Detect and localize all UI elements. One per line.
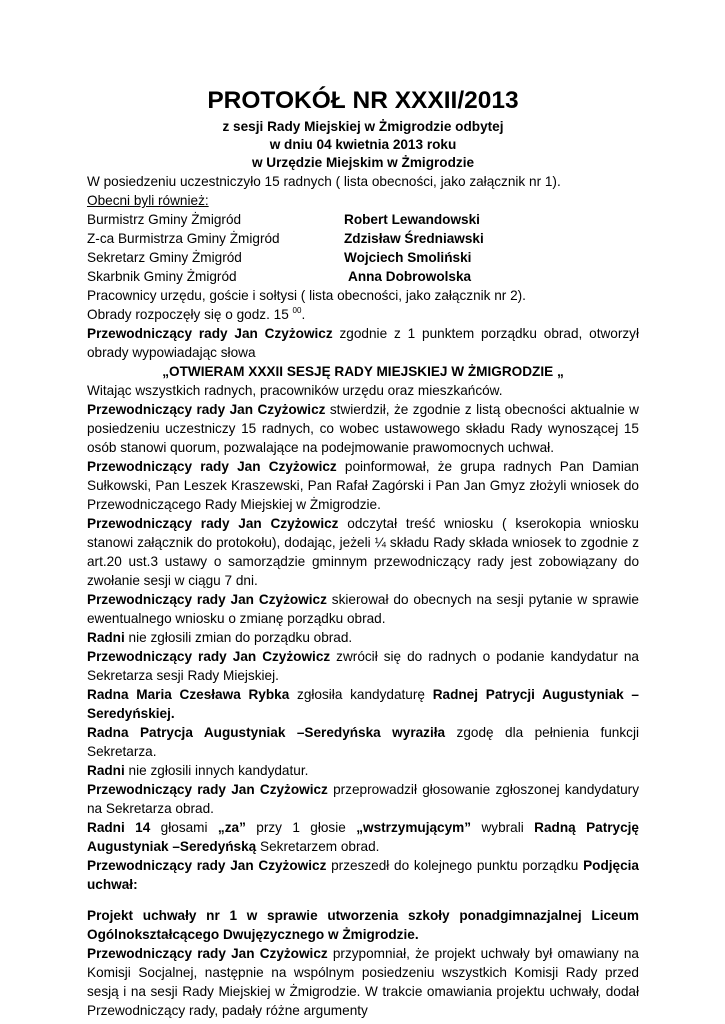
agenda-point: Podjęcia uchwał: — [87, 858, 639, 892]
guests-text: Pracownicy urzędu, goście i sołtysi ( lista obecności, jako załącznik nr 2). — [87, 288, 526, 303]
start-time-text — [87, 305, 639, 324]
paragraph-text: głosami — [150, 820, 218, 835]
paragraph-text: przy 1 głosie — [245, 820, 357, 835]
start-time-label: Obrady rozpoczęły się o godz. 15 — [87, 307, 289, 322]
paragraph-text: Sekretarzem obrad. — [256, 839, 380, 854]
official-name: Zdzisław Średniawski — [344, 231, 484, 246]
paragraph-no-other — [87, 761, 639, 780]
official-name: Anna Dobrowolska — [348, 269, 472, 284]
chair-name: Przewodniczący rady Jan Czyżowicz — [87, 326, 333, 341]
paragraph-next-point — [87, 856, 639, 894]
official-row — [87, 248, 639, 267]
document-title: PROTOKÓŁ NR XXXII/2013 — [207, 87, 519, 114]
official-role: Z-ca Burmistrza Gminy Żmigród — [87, 231, 280, 246]
paragraph-text: nie zgłosili zmian do porządku obrad. — [124, 630, 353, 645]
welcome-text: Witając wszystkich radnych, pracowników urzędu oraz mieszkańców. — [87, 383, 503, 398]
councillor-name: Radna Maria Czesława Rybka — [87, 687, 290, 702]
start-time-end: . — [301, 307, 306, 322]
paragraph-text: zwrócił się do radnych o podanie kandydatur na Sekretarza sesji Rady Miejskiej. — [87, 649, 639, 683]
paragraph-text: stwierdził, że zgodnie z listą obecności aktualnie w posiedzeniu uczestniczy 15 radnych, co wobec ustawowego składu Rady wynoszącej 15 osób stanowi quorum, pozwalające na podejmowanie prawomocnych uchwał. — [87, 402, 640, 455]
paragraph-motion — [87, 457, 639, 514]
paragraph-text: odczytał treść wniosku ( kserokopia wniosku stanowi załącznik do protokołu), dodając, jeżeli ¼ składu Rady składa wniosek to zgodnie z art.20 ust.3 ustawy o samorządzie gminnym przewodniczący rady jest zobowiązany do zwołanie sesji w ciągu 7 dni. — [87, 516, 639, 588]
paragraph-no-changes — [87, 628, 639, 647]
paragraph-consent — [87, 723, 639, 761]
councillor-name: Radna Patrycja Augustyniak –Seredyńska wyraziła — [87, 725, 446, 740]
attendance-text: W posiedzeniu uczestniczyło 15 radnych ( lista obecności, jako załącznik nr 1). — [87, 174, 561, 189]
chair-name: Przewodniczący rady Jan Czyżowicz — [87, 782, 328, 797]
paragraph-text: poinformował, że grupa radnych Pan Damian Sułkowski, Pan Leszek Kraszewski, Pan Rafał Zagórski i Pan Jan Gmyz złożyli wniosek do Przewodniczącego Rady Miejskiej w Żmigrodzie. — [87, 459, 639, 512]
official-name: Robert Lewandowski — [344, 212, 480, 227]
paragraph-agenda-question — [87, 590, 639, 628]
chair-name: Przewodniczący rady Jan Czyżowicz — [87, 592, 327, 607]
candidate-name: Radnej Patrycji Augustyniak –Seredyńskiej. — [87, 687, 639, 721]
paragraph-quorum — [87, 400, 639, 457]
paragraph-text: zgodnie z 1 punktem porządku obrad, otworzył obrady wypowiadając słowa — [87, 326, 640, 360]
header-line-1: z sesji Rady Miejskiej w Żmigrodzie odbytej — [222, 119, 504, 134]
chair-name: Przewodniczący rady Jan Czyżowicz — [87, 649, 331, 664]
chair-name: Przewodniczący rady Jan Czyżowicz — [87, 459, 337, 474]
paragraph-text: przeszedł do kolejnego punktu porządku — [326, 858, 584, 873]
vote-for: „za” — [217, 820, 246, 835]
secretary-name: Radną Patrycję Augustyniak –Seredyńską — [87, 820, 639, 854]
chair-name: Przewodniczący rady Jan Czyżowicz — [87, 516, 339, 531]
official-row — [87, 229, 639, 248]
opening-words: „OTWIERAM XXXII SESJĘ RADY MIEJSKIEJ W ŻMIGRODZIE „ — [162, 364, 564, 379]
header-line-3: w Urzędzie Miejskim w Żmigrodzie — [251, 155, 475, 170]
official-row — [87, 267, 639, 286]
paragraph-text: wybrali — [471, 820, 535, 835]
chair-name: Przewodniczący rady Jan Czyżowicz — [87, 946, 328, 961]
paragraph-vote — [87, 780, 639, 818]
paragraph-candidates — [87, 647, 639, 685]
header-line-2: w dniu 04 kwietnia 2013 roku — [269, 137, 457, 152]
paragraph-text: przypomniał, że projekt uchwały był omawiany na Komisji Socjalnej, następnie na wspólnym posiedzeniu wszystkich Komisji Rady przed sesją i na sesji Rady Miejskiej w Żmigrodzie. W trakcie omawiania projektu uchwały, dodał Przewodniczący rady, padały różne argumenty — [87, 946, 639, 1018]
official-role: Sekretarz Gminy Żmigród — [87, 250, 242, 265]
paragraph-text: nie zgłosili innych kandydatur. — [124, 763, 309, 778]
spacer — [87, 894, 639, 906]
official-row — [87, 210, 639, 229]
vote-count: Radni 14 — [87, 820, 151, 835]
paragraph-text: zgodę dla pełnienia funkcji Sekretarza. — [87, 725, 639, 759]
vote-abstain: „wstrzymującym” — [356, 820, 472, 835]
paragraph-text: zgłosiła kandydaturę — [289, 687, 433, 702]
resolution-heading: Projekt uchwały nr 1 w sprawie utworzenia szkoły ponadgimnazjalnej Liceum Ogólnokształcącego Dwujęzycznego w Żmigrodzie. — [87, 908, 639, 942]
paragraph-vote-result — [87, 818, 639, 856]
official-role: Burmistrz Gminy Żmigród — [87, 212, 242, 227]
chair-name: Przewodniczący rady Jan Czyżowicz — [87, 858, 327, 873]
councillors-label: Radni — [87, 630, 125, 645]
paragraph-resolution — [87, 944, 639, 1020]
paragraph-nomination — [87, 685, 639, 723]
councillors-label: Radni — [87, 763, 125, 778]
start-time-minutes: 00 — [292, 306, 302, 315]
document-page — [87, 84, 639, 1020]
paragraph-text: skierował do obecnych na sesji pytanie w sprawie ewentualnego wniosku o zmianę porządku obrad. — [87, 592, 639, 626]
paragraph-motion-read — [87, 514, 639, 590]
chair-name: Przewodniczący rady Jan Czyżowicz — [87, 402, 326, 417]
paragraph-text: przeprowadził głosowanie zgłoszonej kandydatury na Sekretarza obrad. — [87, 782, 639, 816]
official-name: Wojciech Smoliński — [344, 250, 472, 265]
official-role: Skarbnik Gminy Żmigród — [87, 269, 237, 284]
present-label: Obecni byli również: — [87, 193, 209, 208]
paragraph-opening — [87, 324, 639, 362]
